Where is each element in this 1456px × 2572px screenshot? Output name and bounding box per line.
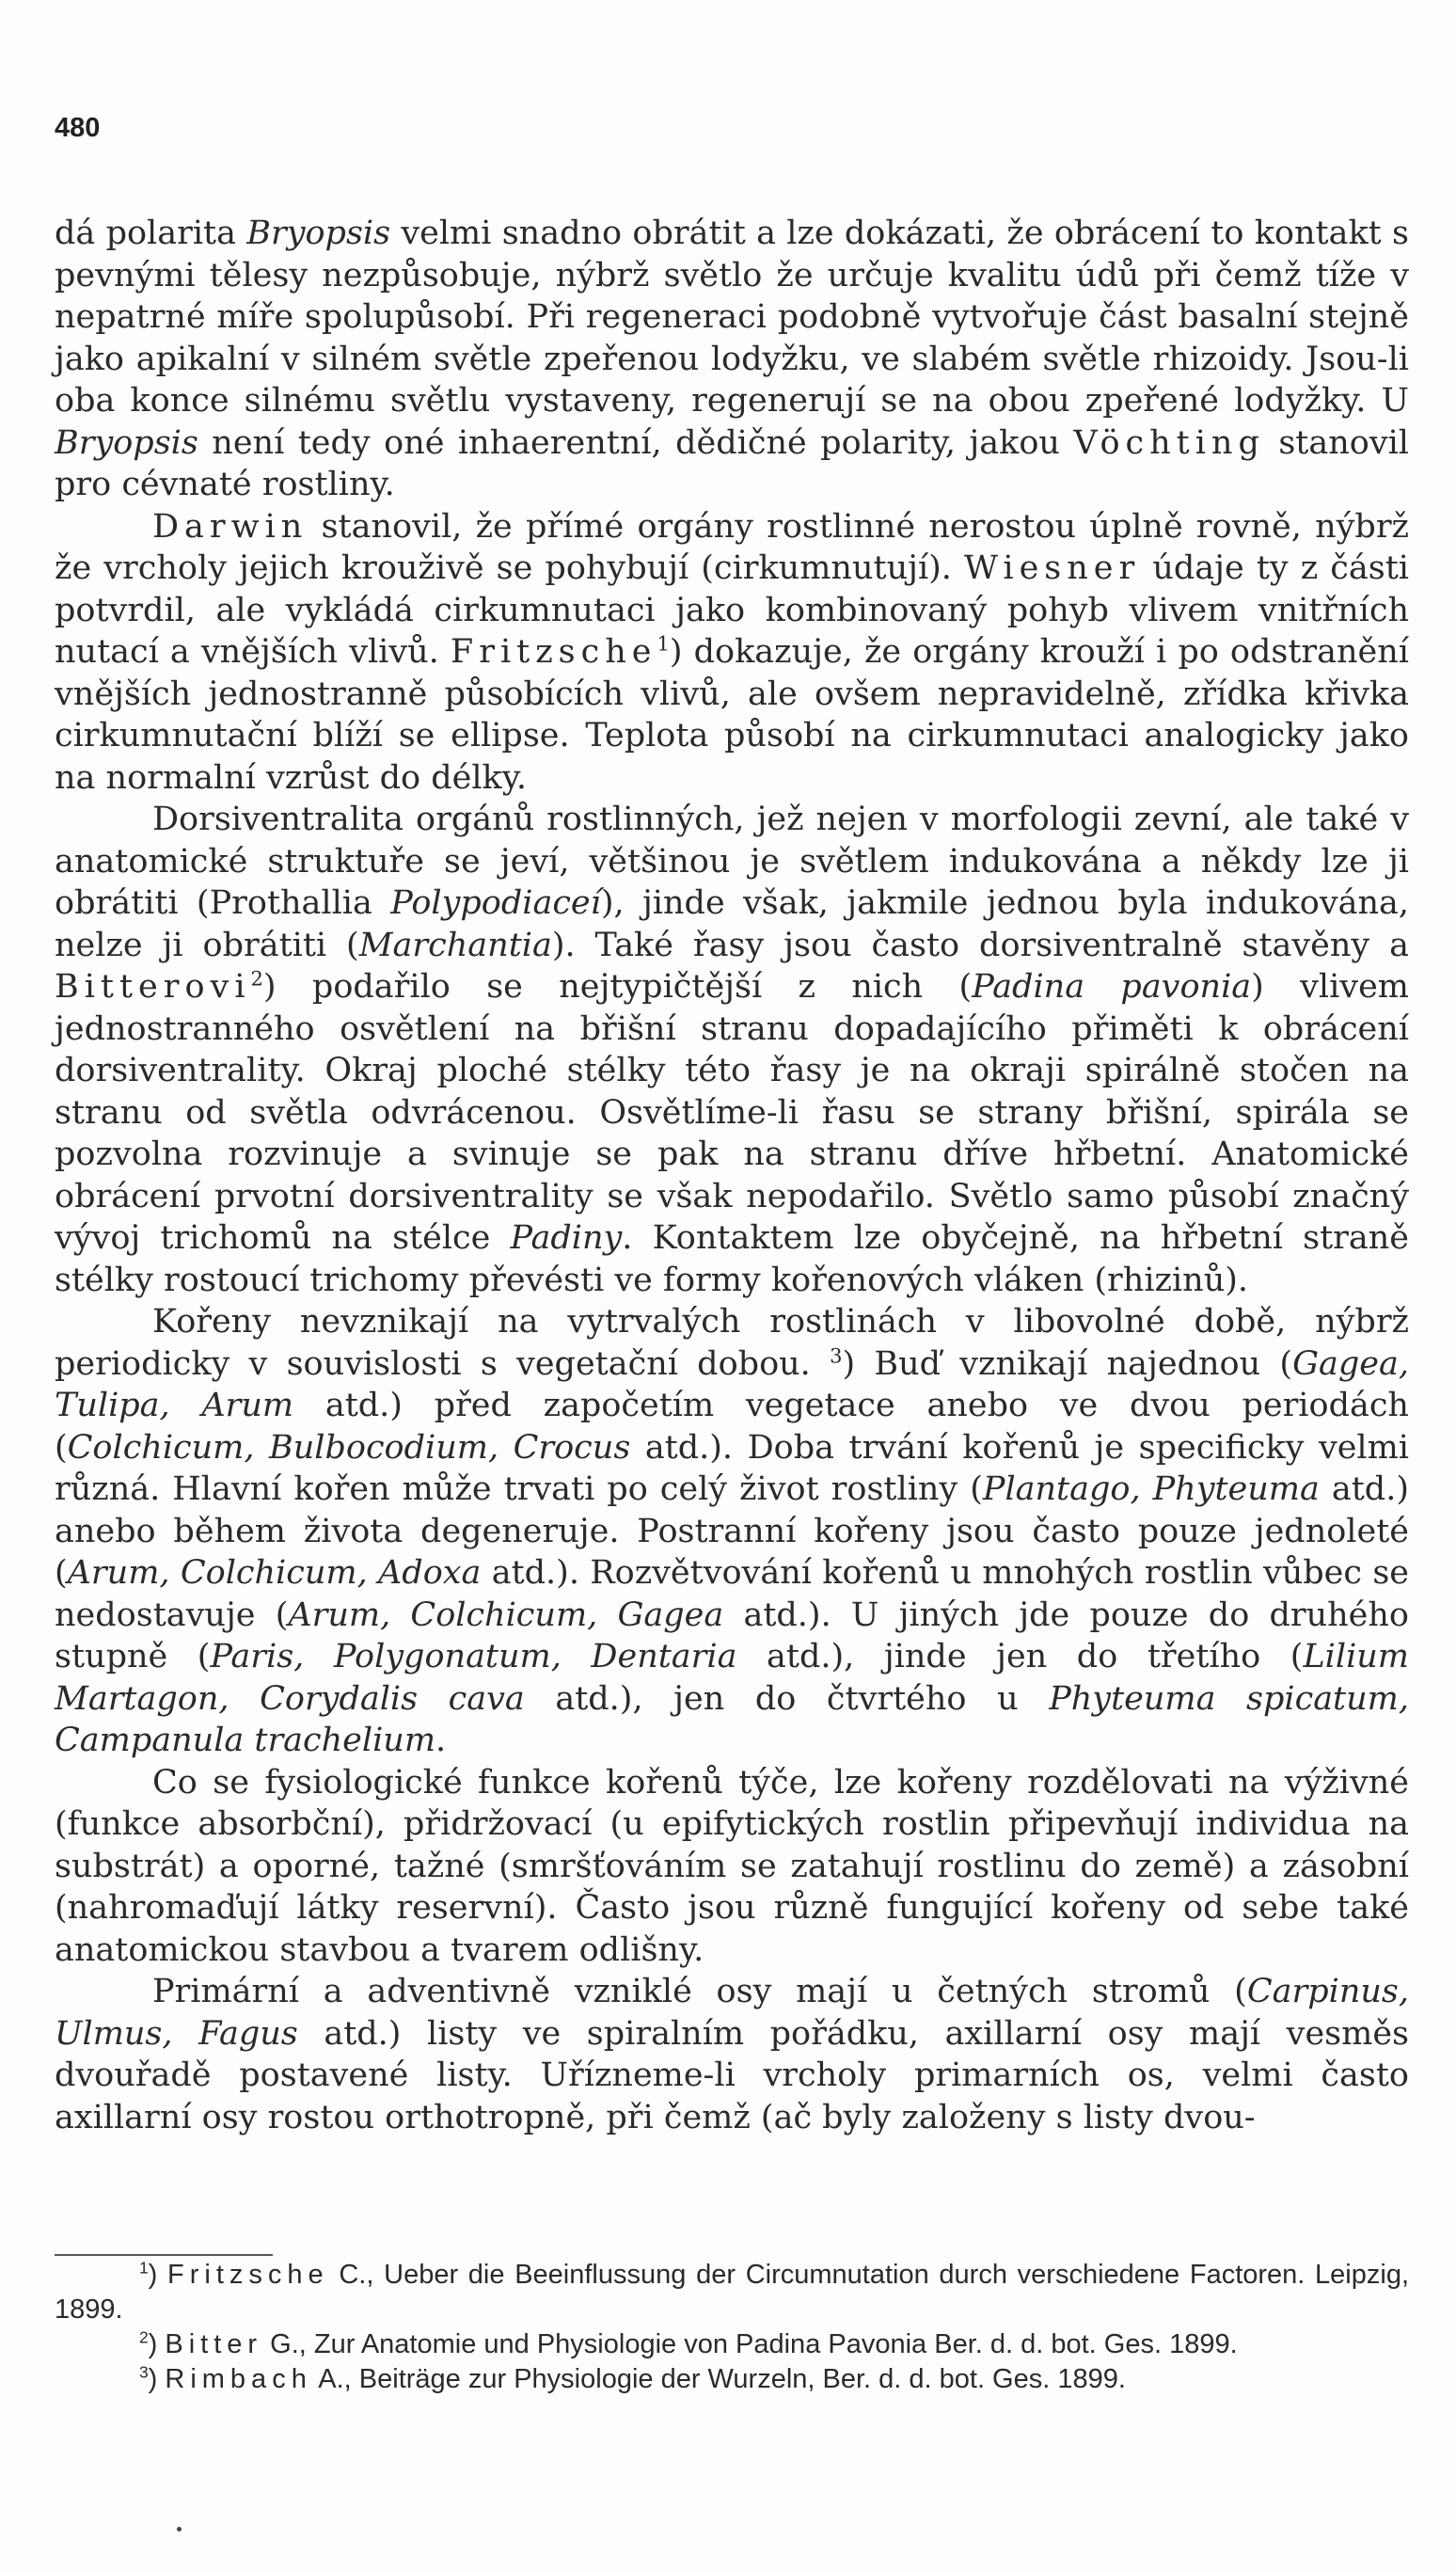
footnote-text: G., Zur Anatomie und Physiologie von Padina Pavonia Ber. d. d. bot. Ges. 1899. [262,2329,1238,2359]
italic-taxon: Phyteuma spicatum, Campanula trachelium [55,1679,1409,1759]
body-text [55,213,1409,2138]
text-run: velmi snadno obrátit a lze dokázati, že obrácení to kontakt s pevnými tělesy nezpůsobuje, nýbrž světlo že určuje kvalitu údů při čemž tíže v nepatrné míře spolupůsobí. Při regeneraci podobně vytvořuje část basalní stejně jako apikalní v silném světle zpeřenou lodyžku, ve slabém světle rhizoidy. Jsou-li oba konce silnému světlu vystaveny, regenerují se na obou zpeřené lodyžky. U [55,214,1409,420]
text-run: atd.). Rozvětvování kořenů u mnohých rostlin vůbec se nedostavuje ( [55,1554,1409,1634]
italic-taxon: Carpinus, Ulmus, Fagus [55,1973,1409,2053]
spaced-name: Bitterovi [55,968,251,1006]
text-run: atd.). U jiných jde pouze do druhého stupně ( [55,1596,1409,1675]
italic-taxon: Marchantia [358,926,552,964]
footnotes [55,2258,1409,2397]
spaced-name: Fritzsche [450,633,657,671]
text-run: atd.) před započetím vegetace anebo ve dvou periodách ( [55,1387,1409,1467]
footnote-number: 2 [139,2327,149,2347]
footnote-author: Fritzsche [167,2260,329,2290]
text-run: ) vlivem jednostranného osvětlení na břišní stranu dopadajícího přiměti k obrácení dorsiventrality. Okraj ploché stélky této řasy je na okraji spirálně stočen na stranu od světla odvrácenou. Osvětlíme-li řasu se strany břišní, spirála se pozvolna rozvinuje a svinuje se pak na stranu dříve hřbetní. Anatomické obrácení prvotní dorsiventrality se však nepodařilo. Světlo samo působí značný vývoj trichomů na stélce [55,968,1409,1257]
paragraph-5 [55,1762,1409,1972]
footnote: $^3$) Rimbach A., Beiträge zur Physiologie der Wurzeln, Ber. d. d. bot. Ges. 1899. [139,2362,1126,2394]
text-run: atd.). Doba trvání kořenů je specificky velmi různá. Hlavní kořen může trvati po celý život rostliny ( [55,1428,1410,1508]
text-run: atd.), jen do čtvrtého u [524,1679,1050,1718]
footnote-ref: 2 [250,967,263,991]
footnote-author: Rimbach [165,2364,312,2394]
italic-taxon: Bryopsis [246,214,391,252]
text-run: dá polarita [55,214,247,252]
text-run: Kořeny nevznikají na vytrvalých rostlinách v libovolné době, nýbrž periodicky v souvislosti s vegetační dobou. [55,1303,1409,1383]
text-run: Dorsiventralita orgánů rostlinných, jež nejen v morfologii zevní, ale také v anatomické struktuře se jeví, většinou je světlem indukována a někdy lze ji obrátiti (Prothallia [55,801,1409,922]
spaced-name: Wiesner [964,549,1141,587]
footnote-text: C., Ueber die Beeinflussung der Circumnutation durch verschiedene Factoren. Leipzig, 1899. [55,2260,1410,2325]
text-run: není tedy oné inhaerentní, dědičné polarity, jakou [198,423,1074,462]
paragraph-2 [55,506,1409,800]
italic-taxon: Arum, Colchicum, Gagea [288,1596,724,1634]
text-run: . Kontaktem lze obyčejně, na hřbetní straně stélky rostoucí trichomy převésti ve formy kořenových vláken (rhizinů). [55,1219,1409,1299]
footnote-number: 3 [139,2362,149,2382]
italic-taxon: Padiny [510,1219,623,1257]
text-run: stanovil, že přímé orgány rostlinné nerostou úplně rovně, nýbrž že vrcholy jejich krouživě se pohybují (cirkumnutují). [55,507,1409,587]
footnote: $^1$) Fritzsche C., Ueber die Beeinflussung der Circumnutation durch verschiedene Factoren. Leipzig, 1899. [55,2258,1410,2325]
footnote-ref: 3 [830,1343,843,1367]
italic-taxon: Plantago, Phyteuma [982,1470,1320,1508]
footnote: $^2$) Bitter G., Zur Anatomie und Physiologie von Padina Pavonia Ber. d. d. bot. Ges. 1899. [139,2327,1238,2359]
paragraph-4 [55,1301,1409,1762]
text-run: ) Buď vznikají najednou ( [842,1344,1293,1383]
footnote-text: A., Beiträge zur Physiologie der Wurzeln, Ber. d. d. bot. Ges. 1899. [311,2364,1126,2394]
text-run: ) dokazuje, že orgány krouží i po odstranění vnějších jednostranně působících vlivů, ale ovšem nepravidelně, zřídka křivka cirkumnutační blíží se ellipse. Teplota působí na cirkumnutaci analogicky jako na normalní vzrůst do délky. [55,633,1409,797]
spaced-name: Darwin [152,507,309,546]
text-run: stanovil pro cévnaté rostliny. [55,423,1409,503]
text-run: ), jinde však, jakmile jednou byla indukována, nelze ji obrátiti ( [55,884,1409,964]
italic-taxon: Bryopsis [55,423,198,462]
spaced-name: Vöchting [1073,423,1265,462]
footnote-divider [55,2254,273,2256]
paragraph-6 [55,1971,1409,2138]
paragraph-3 [55,799,1409,1301]
italic-taxon: Paris, Polygonatum, Dentaria [210,1638,737,1675]
italic-taxon: Arum, Colchicum, Adoxa [67,1554,482,1592]
text-run: . [435,1722,447,1759]
italic-taxon: Gagea, Tulipa, Arum [55,1344,1409,1424]
text-run: atd.) anebo během života degeneruje. Postranní kořeny jsou často pouze jednoleté ( [55,1470,1409,1592]
italic-taxon: Padina pavonia [972,968,1252,1006]
text-run: atd.) listy ve spiralním pořádku, axillarní osy mají vesměs dvouřadě postavené listy. Uřízneme-li vrcholy primarních os, velmi často axillarní osy rostou orthotropně, při čemž (ač byly založeny s listy dvou- [55,2014,1409,2136]
text-run: atd.), jinde jen do třetího ( [736,1638,1304,1675]
text-run: Primární a adventivně vzniklé osy mají u četných stromů ( [152,1973,1247,2010]
text-run: Co se fysiologické funkce kořenů týče, lze kořeny rozdělovati na výživné (funkce absorbční), přidržovací (u epifytických rostlin připevňují individua na substrát) a oporné, tažné (smršťováním se zatahují rostlinu do země) a zásobní (nahromaďují látky reservní). Často jsou různě fungující kořeny od sebe také anatomickou stavbou a tvarem odlišny. [55,1763,1409,1969]
paragraph-1 [55,213,1409,506]
footnote-number: 1 [139,2258,149,2278]
text-run: ) podařilo se nejtypičtější z nich ( [262,968,973,1006]
footnote-ref: 1 [657,632,670,656]
print-speck [177,2527,182,2532]
italic-taxon: Lilium Martagon, Corydalis cava [55,1638,1409,1718]
page-number: 480 [55,113,101,143]
footnote-author: Bitter [165,2329,263,2359]
italic-taxon: Polypodiaceí [390,884,601,922]
italic-taxon: Colchicum, Bulbocodium, Crocus [67,1428,631,1467]
text-run: ). Také řasy jsou často dorsiventralně stavěny a [551,926,1409,964]
text-run: údaje ty z části potvrdil, ale vykládá cirkumnutaci jako kombinovaný pohyb vlivem vnitřních nutací a vnějších vlivů. [55,549,1409,671]
